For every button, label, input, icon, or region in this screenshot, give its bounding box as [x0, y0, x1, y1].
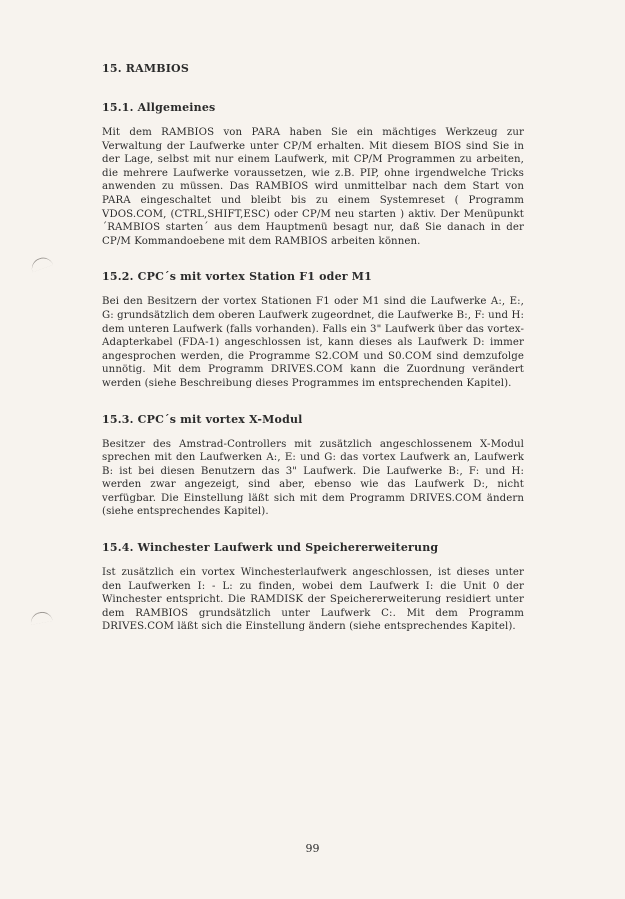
section-heading: 15.2. CPC´s mit vortex Station F1 oder M1: [102, 270, 373, 284]
chapter-heading: 15. RAMBIOS: [102, 62, 189, 75]
section-heading: 15.4. Winchester Laufwerk und Speichererweiterung: [102, 541, 439, 555]
section-paragraph: Mit dem RAMBIOS von PARA haben Sie ein mächtiges Werkzeug zur Verwaltung der Laufwerke unter CP/M erhalten. Mit diesem BIOS sind Sie in der Lage, selbst mit nur einem Laufwerk, mit CP/M Programmen zu arbeiten, die mehrere Laufwerke voraussetzen, wie z.B. PIP, ohne irgendwelche Tricks anwenden zu müssen. Das RAMBIOS wird unmittelbar nach dem Start von PARA eingeschaltet und bleibt bis zu einem Systemreset ( Programm VDOS.COM, (CTRL,SHIFT,ESC) oder CP/M neu starten ) aktiv. Der Menüpunkt ´RAMBIOS starten´ aus dem Hauptmenü besagt nur, daß Sie danach in der CP/M Kommandoebene mit dem RAMBIOS arbeiten können.: [102, 127, 524, 247]
section-15-4: [102, 541, 524, 634]
punch-hole-mark-bottom: [29, 610, 53, 625]
section-paragraph: Bei den Besitzern der vortex Stationen F1 oder M1 sind die Laufwerke A:, E:, G: grundsätzlich dem oberen Laufwerk zugeordnet, die Laufwerke B:, F: und H: dem unteren Laufwerk (falls vorhanden). Falls ein 3" Laufwerk über das vortex-Adapterkabel (FDA-1) angeschlossen ist, kann dieses als Laufwerk D: immer angesprochen werden, die Programme S2.COM und S0.COM sind demzufolge unnötig. Mit dem Programm DRIVES.COM kann die Zuordnung verändert werden (siehe Beschreibung dieses Programmes im entsprechenden Kapitel).: [102, 296, 524, 389]
page-number: 99: [305, 842, 320, 855]
document-page: [102, 62, 524, 656]
section-heading: 15.3. CPC´s mit vortex X-Modul: [102, 412, 303, 426]
section-paragraph: Besitzer des Amstrad-Controllers mit zusätzlich angeschlossenem X-Modul sprechen mit den Laufwerken A:, E: und G: das vortex Laufwerk an, Laufwerk B: ist bei diesen Benutzern das 3" Laufwerk. Die Laufwerke B:, F: und H: werden zwar angezeigt, sind aber, ebenso wie das Laufwerk D:, nicht verfügbar. Die Einstellung läßt sich mit dem Programm DRIVES.COM ändern (siehe entsprechendes Kapitel).: [102, 438, 524, 518]
section-15-2: [102, 270, 524, 390]
section-15-1: [102, 101, 524, 248]
punch-hole-mark-top: [29, 255, 53, 273]
section-15-3: [102, 413, 524, 520]
section-paragraph: Ist zusätzlich ein vortex Winchesterlaufwerk angeschlossen, ist dieses unter den Laufwerken I: - L: zu finden, wobei dem Laufwerk I: die Unit 0 der Winchester entspricht. Die RAMDISK der Speichererweiterung residiert unter dem RAMBIOS grundsätzlich unter Laufwerk C:. Mit dem Programm DRIVES.COM läßt sich die Einstellung ändern (siehe entsprechendes Kapitel).: [102, 567, 524, 633]
section-heading: 15.1. Allgemeines: [102, 101, 216, 114]
